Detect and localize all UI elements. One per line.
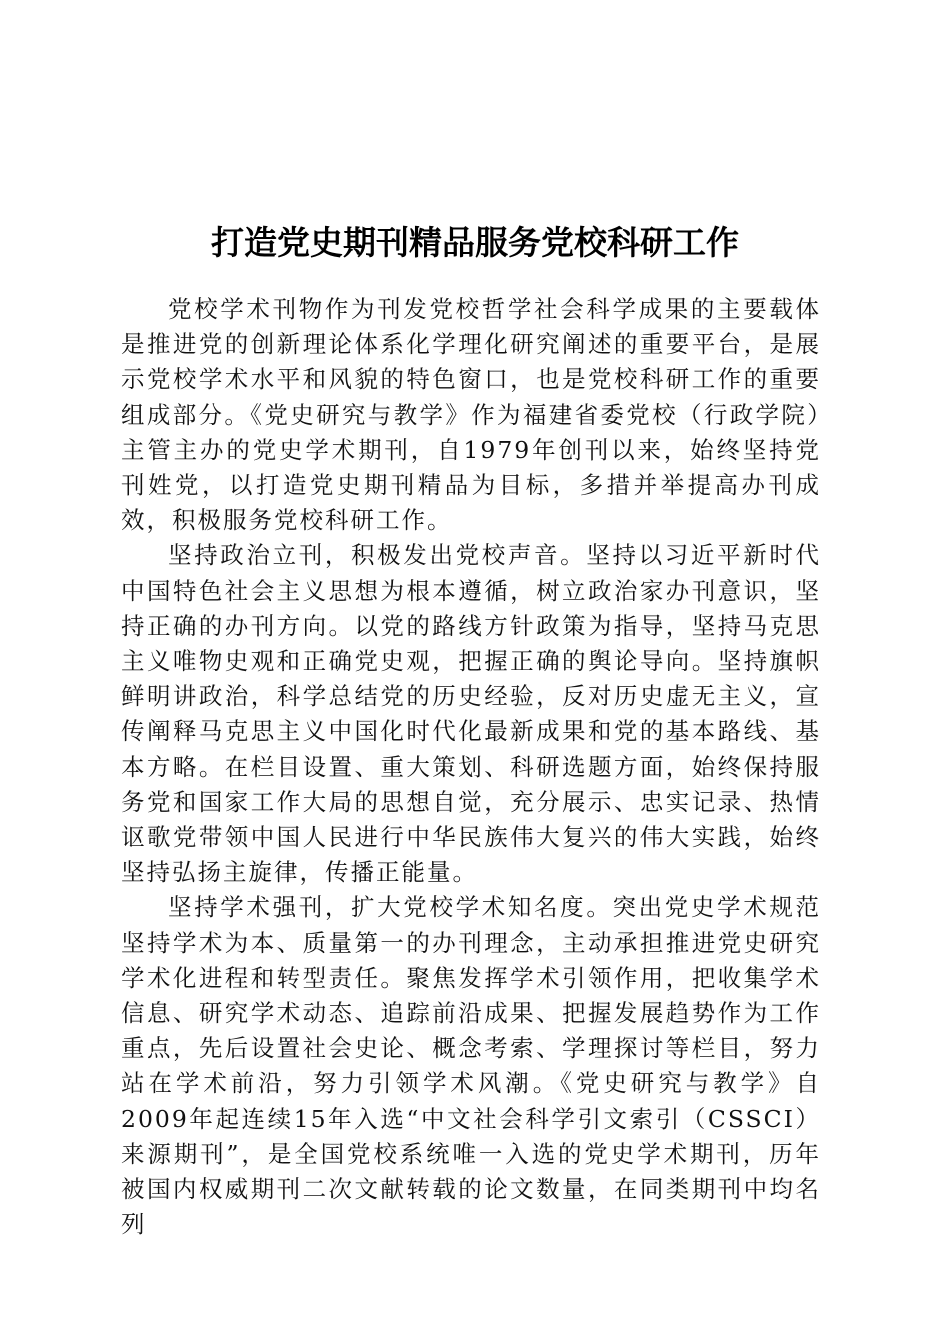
document-title: 打造党史期刊精品服务党校科研工作 [211, 223, 739, 263]
paragraph-political: 坚持政治立刊，积极发出党校声音。坚持以习近平新时代中国特色社会主义思想为根本遵循，树立政治家办刊意识，坚持正确的办刊方向。以党的路线方针政策为指导，坚持马克思主义唯物史观和正确党史观，把握正确的舆论导向。坚持旗帜鲜明讲政治，科学总结党的历史经验，反对历史虚无主义，宣传阐释马克思主义中国化时代化最新成果和党的基本路线、基本方略。在栏目设置、重大策划、科研选题方面，始终保持服务党和国家工作大局的思想自觉，充分展示、忠实记录、热情讴歌党带领中国人民进行中华民族伟大复兴的伟大实践，始终坚持弘扬主旋律，传播正能量。 [121, 541, 821, 887]
paragraph-intro: 党校学术刊物作为刊发党校哲学社会科学成果的主要载体是推进党的创新理论体系化学理化研究阐述的重要平台，是展示党校学术水平和风貌的特色窗口，也是党校科研工作的重要组成部分。《党史研究与教学》作为福建省委党校（行政学院）主管主办的党史学术期刊，自1979年创刊以来，始终坚持党刊姓党，以打造党史期刊精品为目标，多措并举提高办刊成效，积极服务党校科研工作。 [121, 295, 821, 535]
document-body [121, 292, 821, 1242]
paragraph-academic: 坚持学术强刊，扩大党校学术知名度。突出党史学术规范坚持学术为本、质量第一的办刊理念，主动承担推进党史研究学术化进程和转型责任。聚焦发挥学术引领作用，把收集学术信息、研究学术动态、追踪前沿成果、把握发展趋势作为工作重点，先后设置社会史论、概念考索、学理探讨等栏目，努力站在学术前沿，努力引领学术风潮。《党史研究与教学》自2009年起连续15年入选“中文社会科学引文索引（CSSCI）来源期刊”，是全国党校系统唯一入选的党史学术期刊，历年被国内权威期刊二次文献转载的论文数量，在同类期刊中均名列 [121, 893, 821, 1239]
